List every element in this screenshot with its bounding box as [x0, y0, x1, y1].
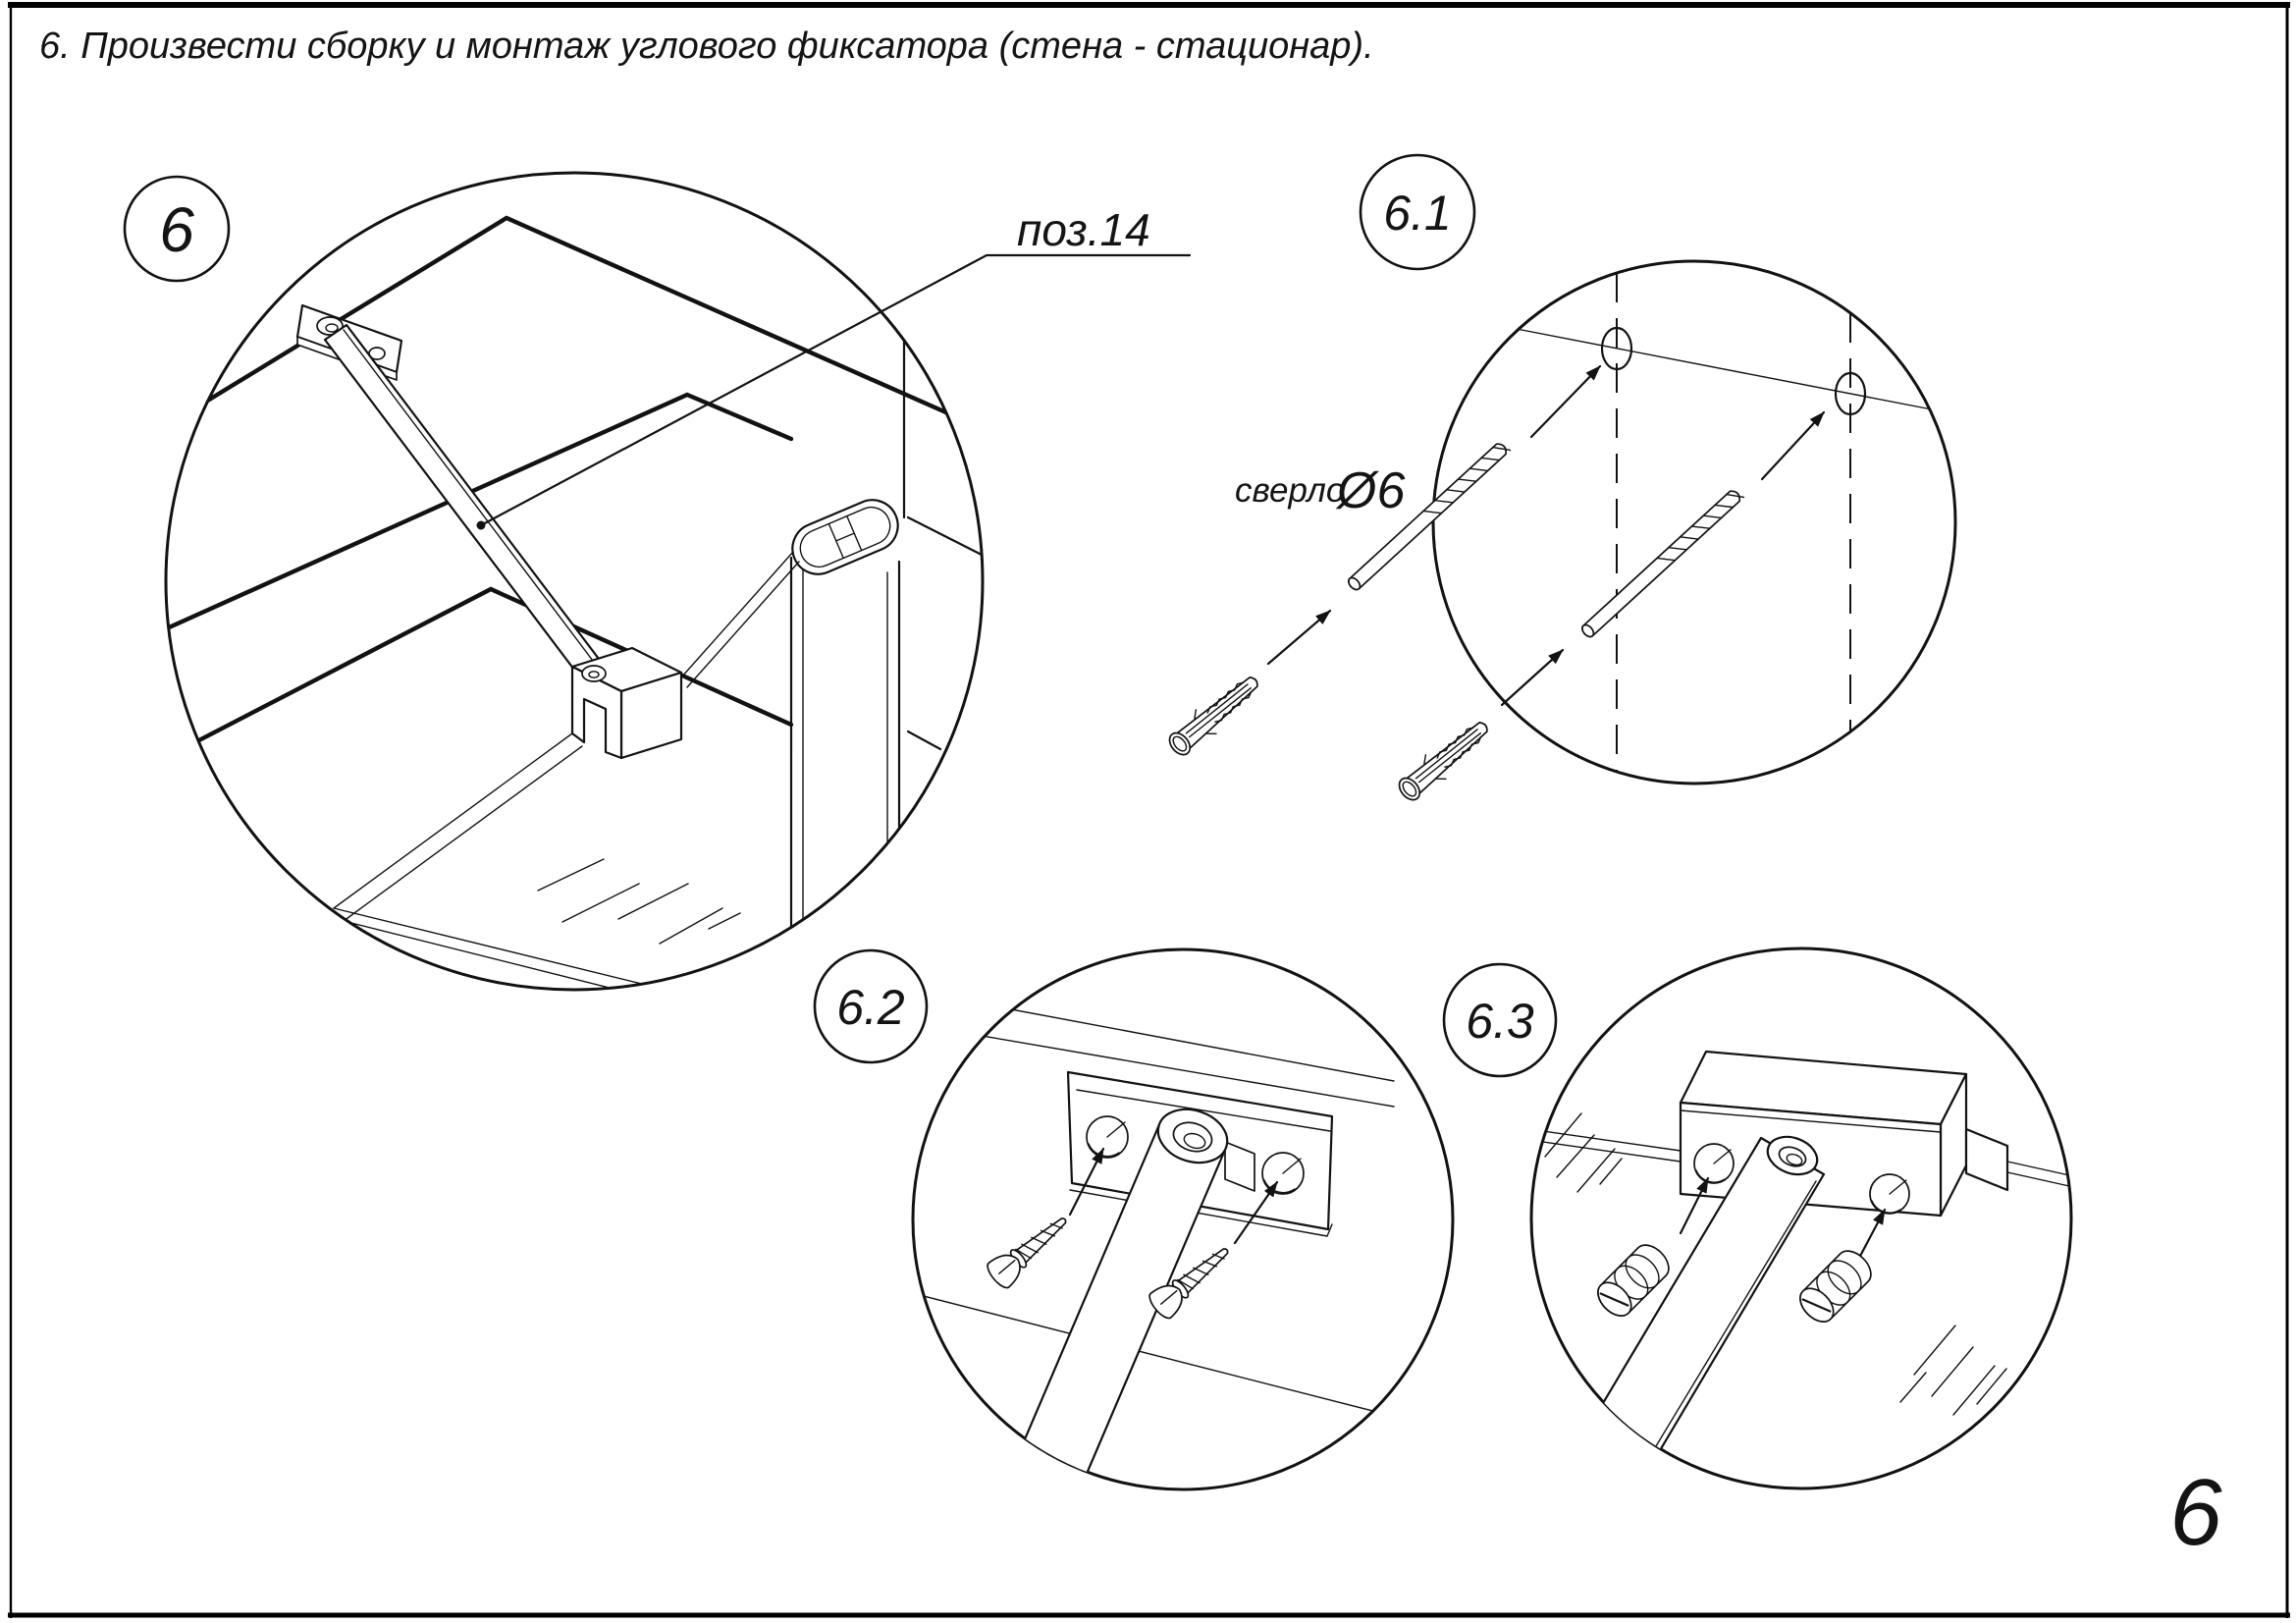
- set-screw-2: [1793, 1245, 1877, 1328]
- glass-clamp: [572, 648, 681, 758]
- arrow-plug-left: [1268, 611, 1330, 664]
- page-title: 6. Произвести сборку и монтаж углового фиксатора (стена - стационар).: [39, 26, 1374, 67]
- figure-6-2-badge-label: 6.2: [836, 980, 905, 1035]
- support-bar: [325, 325, 605, 681]
- figure-assembly: [125, 173, 1190, 1014]
- figure-drilling: [1163, 155, 1955, 806]
- arrow-plug-right: [1502, 650, 1563, 705]
- figure-6-detail-circle: [166, 173, 983, 990]
- figure-6-badge-label: 6: [159, 194, 194, 265]
- drill-note-diameter: Ø6: [1337, 462, 1406, 519]
- wall-plug-1: [1163, 668, 1265, 761]
- drill-bit-2: [1580, 487, 1744, 639]
- glass-panel: [334, 733, 740, 1014]
- wall-plug-2: [1393, 713, 1495, 806]
- drill-axis-lines: [1617, 273, 1850, 772]
- pos14-label: поз.14: [1017, 204, 1150, 255]
- glass-top-edge: [681, 552, 799, 687]
- figure-6-1-detail-circle: [1433, 261, 1955, 784]
- arrow-drill-right: [1762, 412, 1824, 479]
- drill-note-text: сверло: [1235, 471, 1346, 510]
- screw-1: [984, 1208, 1075, 1291]
- wall-seam-line: [1517, 329, 1932, 409]
- page-number: 6: [2169, 1460, 2222, 1565]
- drill-note: [1235, 462, 1405, 519]
- figure-fixator-mounting: [1444, 948, 2071, 1488]
- figure-6-1-badge-label: 6.1: [1383, 186, 1452, 241]
- wall-profile: [784, 492, 905, 943]
- figure-plate-mounting: [815, 949, 1453, 1494]
- arrow-setscrew-right: [1858, 1210, 1885, 1260]
- arrow-drill-left: [1531, 366, 1600, 437]
- figure-6-3-badge-label: 6.3: [1466, 994, 1534, 1049]
